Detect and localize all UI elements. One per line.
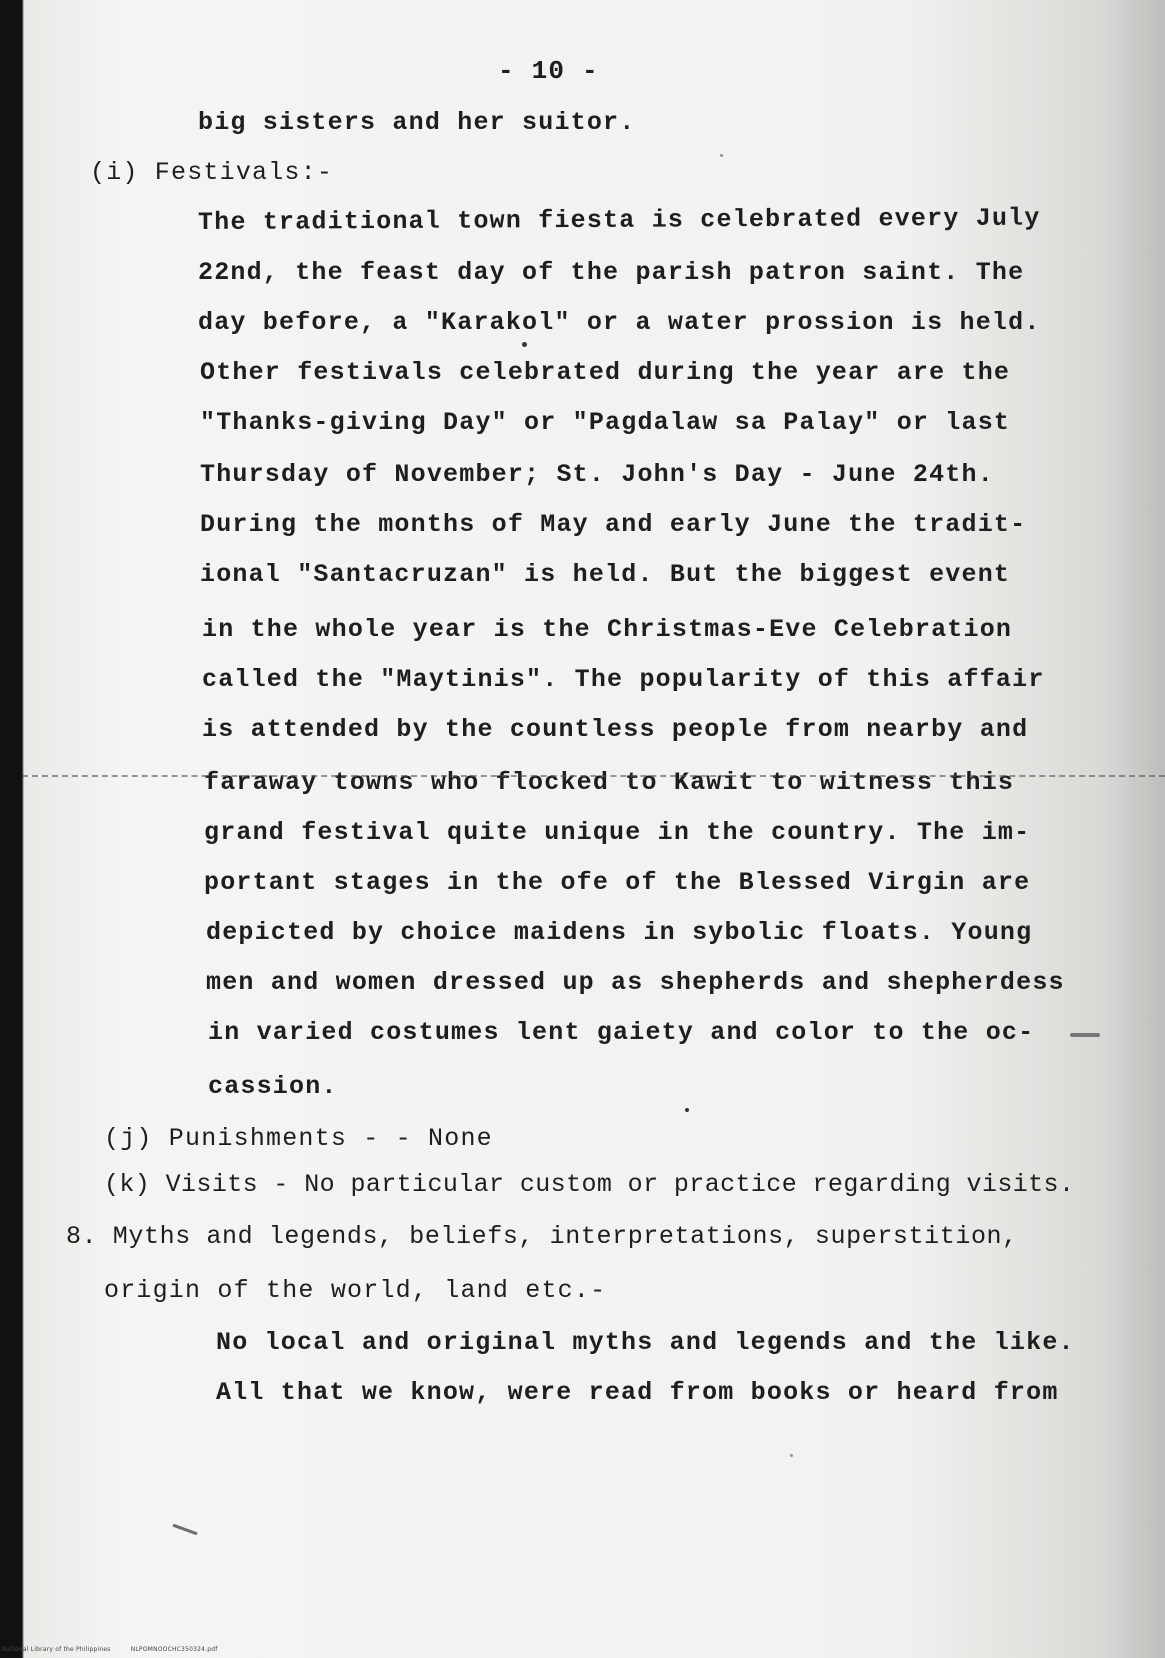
page-footer bbox=[2, 1646, 236, 1653]
footer-file: NLPOMNOOCHC350324.pdf bbox=[130, 1646, 218, 1653]
text-line: cassion. bbox=[208, 1072, 338, 1101]
text-line: Thursday of November; St. John's Day - June 24th. bbox=[200, 460, 994, 489]
text-line: in the whole year is the Christmas-Eve Celebration bbox=[202, 615, 1013, 644]
text-line: Other festivals celebrated during the year are the bbox=[200, 358, 1011, 387]
section-heading-festivals: (i) Festivals:- bbox=[90, 158, 334, 187]
scan-speck bbox=[522, 342, 527, 347]
text-line: grand festival quite unique in the country. The im- bbox=[204, 818, 1031, 847]
text-line: big sisters and her suitor. bbox=[198, 108, 636, 137]
footer-library: National Library of the Philippines bbox=[2, 1646, 111, 1653]
section-heading-punishments: (j) Punishments - - None bbox=[104, 1124, 493, 1153]
scan-speck bbox=[1070, 1033, 1100, 1037]
scan-speck bbox=[172, 1524, 197, 1536]
text-line: portant stages in the ofe of the Blessed Virgin are bbox=[204, 868, 1031, 897]
page-number: - 10 - bbox=[498, 56, 599, 86]
scan-speck bbox=[720, 154, 723, 157]
text-line: No local and original myths and legends and the like. bbox=[216, 1328, 1075, 1357]
text-line: called the "Maytinis". The popularity of this affair bbox=[202, 665, 1045, 694]
text-line: depicted by choice maidens in sybolic floats. Young bbox=[206, 918, 1033, 947]
section-heading-myths: 8. Myths and legends, beliefs, interpretations, superstition, bbox=[66, 1222, 1018, 1251]
text-line: is attended by the countless people from nearby and bbox=[202, 715, 1029, 744]
scan-speck bbox=[790, 1454, 793, 1457]
text-line: The traditional town fiesta is celebrated every July bbox=[197, 203, 1041, 237]
scan-speck bbox=[685, 1108, 689, 1112]
text-line: ional "Santacruzan" is held. But the biggest event bbox=[200, 560, 1011, 589]
text-line: men and women dressed up as shepherds and shepherdess bbox=[206, 968, 1065, 997]
text-line: in varied costumes lent gaiety and color to the oc- bbox=[208, 1018, 1035, 1047]
text-line: During the months of May and early June the tradit- bbox=[200, 510, 1027, 539]
text-line: All that we know, were read from books or heard from bbox=[216, 1378, 1059, 1407]
text-line: "Thanks-giving Day" or "Pagdalaw sa Palay" or last bbox=[200, 408, 1011, 437]
page-fold-line bbox=[22, 775, 1165, 777]
section-heading-visits: (k) Visits - No particular custom or practice regarding visits. bbox=[104, 1170, 1075, 1199]
text-line: faraway towns who flocked to Kawit to witness this bbox=[204, 768, 1015, 797]
text-line: 22nd, the feast day of the parish patron saint. The bbox=[198, 258, 1025, 287]
text-line: day before, a "Karakol" or a water prossion is held. bbox=[198, 308, 1041, 337]
text-line: origin of the world, land etc.- bbox=[104, 1276, 607, 1305]
